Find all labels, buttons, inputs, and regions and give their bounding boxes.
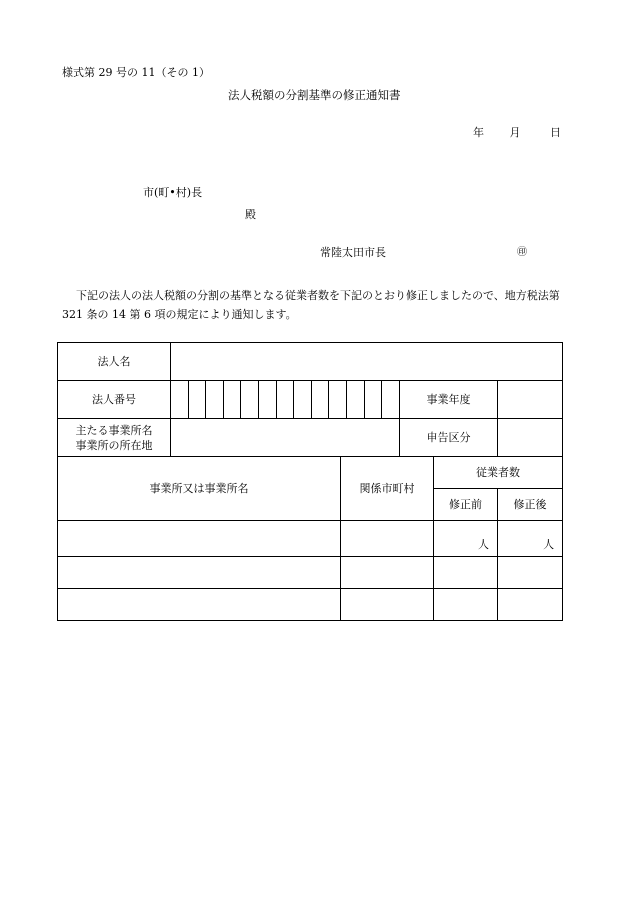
addressee: 市(町•村)長 bbox=[143, 186, 203, 199]
corp-number-field[interactable] bbox=[171, 381, 400, 419]
main-office-field[interactable] bbox=[171, 419, 400, 457]
office-name-cell[interactable] bbox=[58, 557, 341, 589]
before-header: 修正前 bbox=[434, 489, 498, 521]
date-day: 日 bbox=[550, 126, 561, 139]
table-row bbox=[58, 557, 563, 589]
corp-name-row bbox=[58, 343, 563, 381]
main-office-label bbox=[58, 419, 171, 457]
seal-mark: ㊞ bbox=[517, 247, 527, 258]
employees-header: 従業者数 bbox=[434, 457, 563, 489]
sender-name: 常陸太田市長 bbox=[320, 246, 386, 259]
after-count-cell[interactable] bbox=[498, 557, 563, 589]
after-count-cell[interactable] bbox=[498, 521, 563, 557]
header-row-1 bbox=[58, 457, 563, 489]
municipality-cell[interactable] bbox=[341, 557, 434, 589]
municipality-cell[interactable] bbox=[341, 589, 434, 621]
office-name-header: 事業所又は事業所名 bbox=[58, 457, 341, 521]
municipality-header: 関係市町村 bbox=[341, 457, 434, 521]
corp-number-label: 法人番号 bbox=[58, 381, 171, 419]
corp-name-field[interactable] bbox=[171, 343, 563, 381]
main-office-row bbox=[58, 419, 563, 457]
fiscal-year-label: 事業年度 bbox=[400, 381, 498, 419]
before-count-cell[interactable] bbox=[434, 557, 498, 589]
date-line bbox=[473, 126, 561, 140]
after-header: 修正後 bbox=[498, 489, 563, 521]
before-count-cell[interactable] bbox=[434, 521, 498, 557]
main-office-name-label: 主たる事業所名 bbox=[75, 423, 153, 437]
office-name-cell[interactable] bbox=[58, 589, 341, 621]
date-year: 年 bbox=[473, 126, 484, 139]
notice-body: 下記の法人の法人税額の分割の基準となる従業者数を下記のとおり修正しましたので、地方税法第 321 条の 14 第 6 項の規定により通知します。 bbox=[62, 289, 560, 321]
filing-type-field[interactable] bbox=[498, 419, 563, 457]
office-location-label: 事業所の所在地 bbox=[75, 438, 153, 452]
after-count-cell[interactable] bbox=[498, 589, 563, 621]
office-name-cell[interactable] bbox=[58, 521, 341, 557]
form-number: 様式第 29 号の 11（その 1） bbox=[62, 66, 210, 79]
before-count-cell[interactable] bbox=[434, 589, 498, 621]
filing-type-label: 申告区分 bbox=[400, 419, 498, 457]
table-row bbox=[58, 589, 563, 621]
date-month: 月 bbox=[509, 126, 521, 139]
corp-number-digit-boxes bbox=[171, 381, 399, 418]
corp-number-row bbox=[58, 381, 563, 419]
honorific: 殿 bbox=[245, 208, 256, 221]
correction-table bbox=[57, 342, 563, 621]
municipality-cell[interactable] bbox=[341, 521, 434, 557]
table-row bbox=[58, 521, 563, 557]
unit-label: 人 bbox=[543, 538, 555, 551]
corp-name-label: 法人名 bbox=[58, 343, 171, 381]
fiscal-year-field[interactable] bbox=[498, 381, 563, 419]
unit-label: 人 bbox=[478, 538, 489, 551]
document-title: 法人税額の分割基準の修正通知書 bbox=[228, 88, 401, 102]
